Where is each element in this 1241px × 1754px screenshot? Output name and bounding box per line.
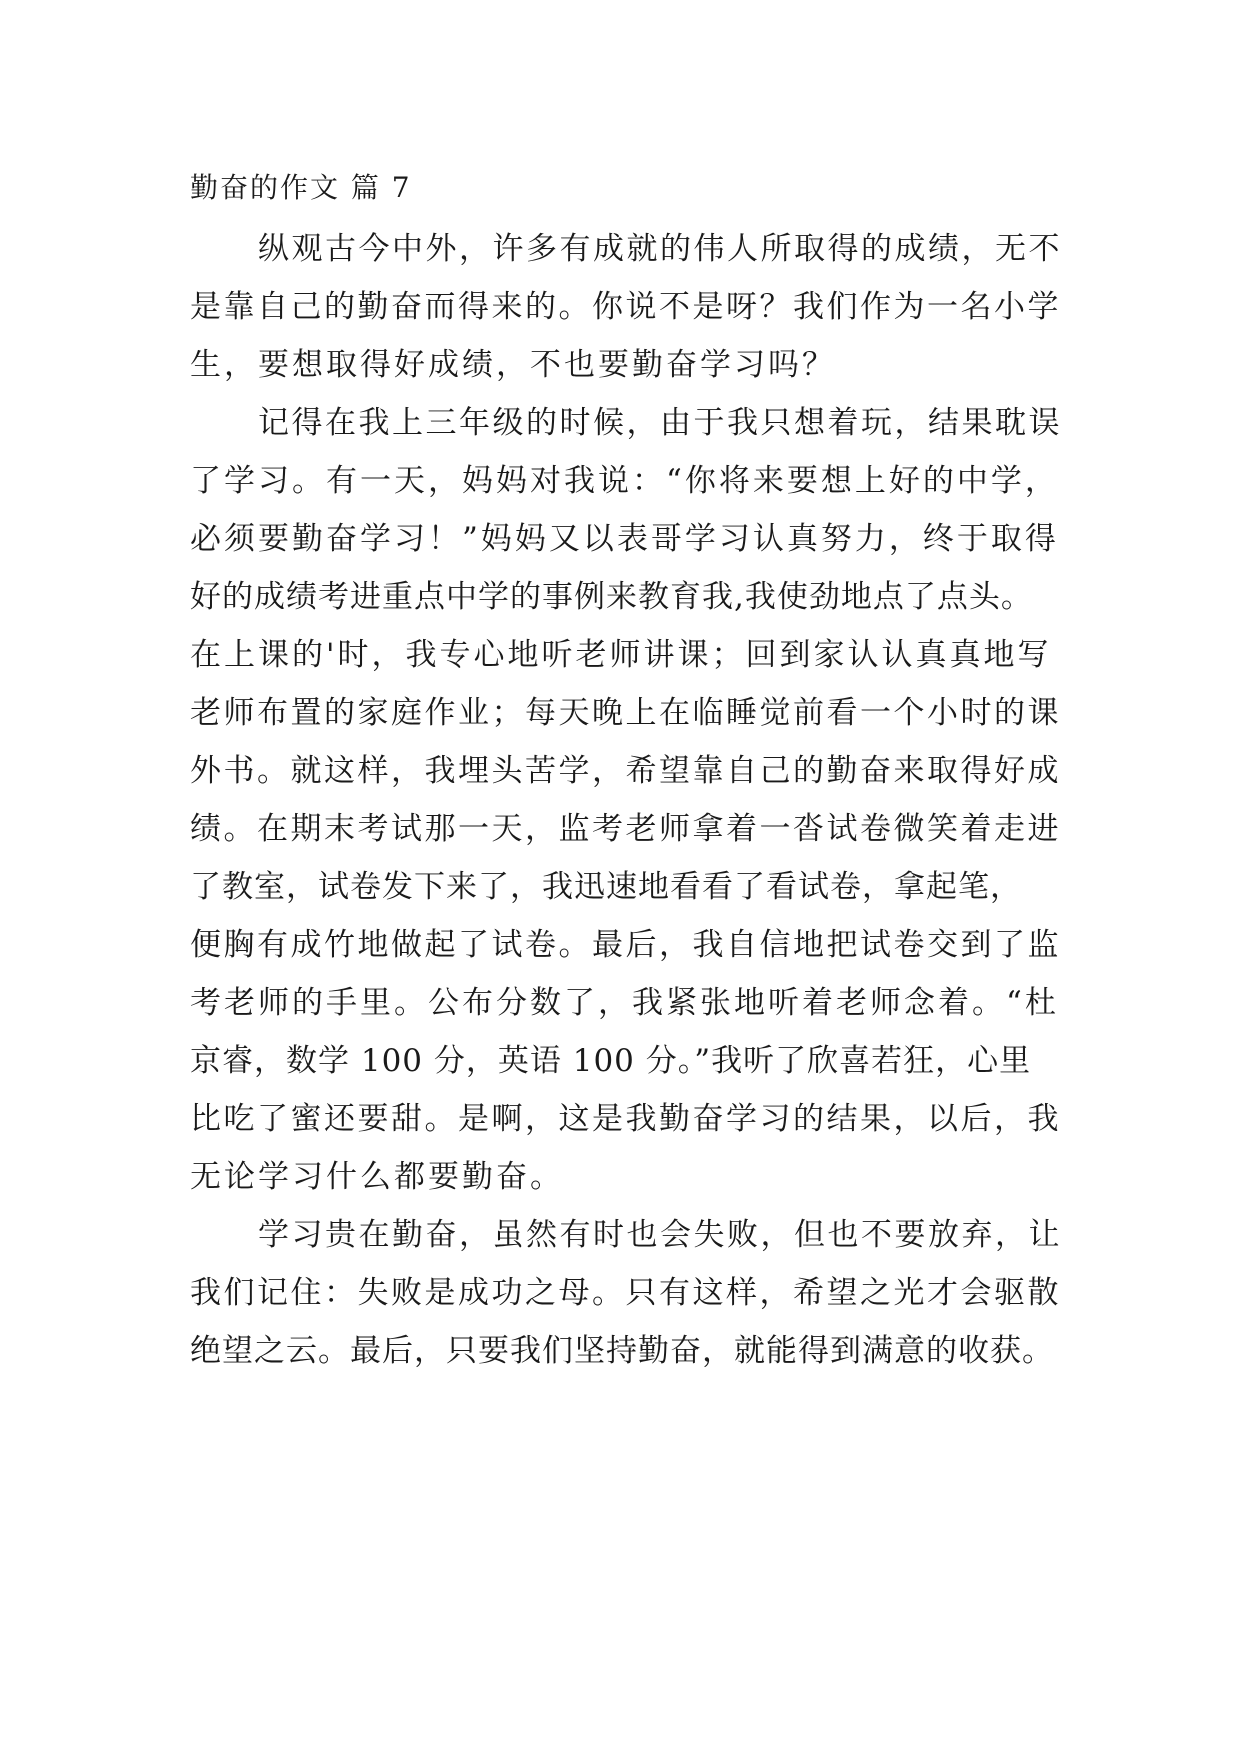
paragraph-2-line-5: 在上课的'时，我专心地听老师讲课；回到家认认真真地写	[190, 637, 1052, 673]
paragraph-3-line-3: 绝望之云。最后，只要我们坚持勤奋，就能得到满意的收获。	[190, 1333, 1054, 1369]
paragraph-1-line-2: 是靠自己的勤奋而得来的。你说不是呀？我们作为一名小学	[190, 289, 1061, 325]
paragraph-2-line-7: 外书。就这样，我埋头苦学，希望靠自己的勤奋来取得好成	[190, 753, 1061, 789]
paragraph-2-line-6: 老师布置的家庭作业；每天晚上在临睡觉前看一个小时的课	[190, 695, 1061, 731]
paragraph-3-line-2: 我们记住：失败是成功之母。只有这样，希望之光才会驱散	[190, 1275, 1061, 1311]
paragraph-2-line-3: 必须要勤奋学习！”妈妈又以表哥学习认真努力，终于取得	[190, 521, 1059, 557]
document-title: 勤奋的作文 篇 7	[190, 171, 412, 204]
paragraph-3-line-1: 学习贵在勤奋，虽然有时也会失败，但也不要放弃，让	[258, 1217, 1062, 1253]
paragraph-2-line-11: 考老师的手里。公布分数了，我紧张地听着老师念着。“杜	[190, 985, 1059, 1021]
paragraph-2-line-2: 了学习。有一天，妈妈对我说：“你将来要想上好的中学，	[190, 463, 1059, 499]
paragraph-2-line-12: 京睿，数学 100 分，英语 100 分。”我听了欣喜若狂，心里	[190, 1043, 1032, 1079]
paragraph-1-line-3: 生，要想取得好成绩，不也要勤奋学习吗？	[190, 347, 836, 383]
paragraph-2-line-10: 便胸有成竹地做起了试卷。最后，我自信地把试卷交到了监	[190, 927, 1061, 963]
document-body	[190, 220, 1060, 1380]
paragraph-2-line-8: 绩。在期末考试那一天，监考老师拿着一沓试卷微笑着走进	[190, 811, 1061, 847]
paragraph-2-line-1: 记得在我上三年级的时候，由于我只想着玩，结果耽误	[258, 405, 1062, 441]
paragraph-2-line-9: 了教室，试卷发下来了，我迅速地看看了看试卷，拿起笔，	[190, 869, 1022, 905]
paragraph-2-line-4: 好的成绩考进重点中学的事例来教育我,我使劲地点了点头。	[190, 579, 1033, 615]
paragraph-2-line-13: 比吃了蜜还要甜。是啊，这是我勤奋学习的结果，以后，我	[190, 1101, 1061, 1137]
paragraph-1-line-1: 纵观古今中外，许多有成就的伟人所取得的成绩，无不	[258, 231, 1062, 267]
paragraph-2-line-14: 无论学习什么都要勤奋。	[190, 1159, 564, 1195]
